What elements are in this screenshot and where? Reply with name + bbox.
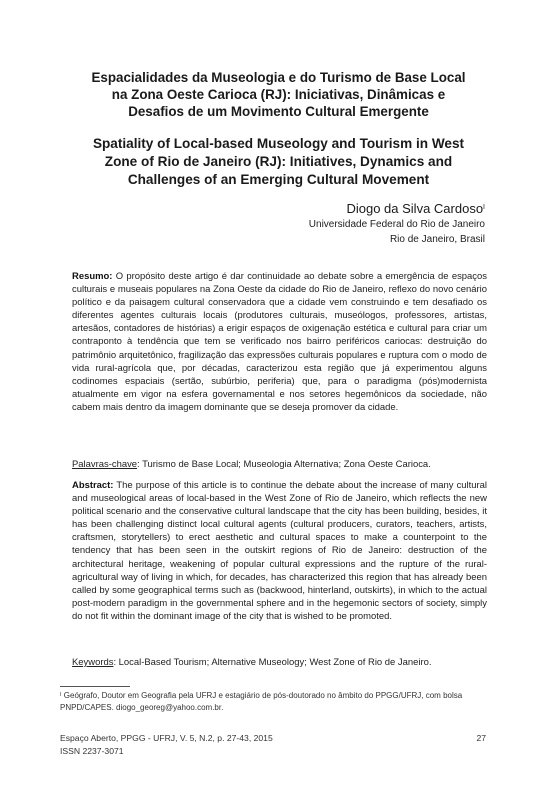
title-pt-line: na Zona Oeste Carioca (RJ): Iniciativas, Dinâmicas e [111, 87, 446, 102]
resumo-label: Resumo: [72, 271, 113, 282]
abstract-text: The purpose of this article is to continue the debate about the increase of many cultural and museological areas of local-based in the West Zone of Rio de Janeiro, which reflects the new political scenario and the conservative cultural landscape that the city has been building, besides, it has been challenging distinct local cultural agents (cultural producers, curators, teachers, artists, craftsmen, storytellers) to erect aesthetic and cultural spaces to make a counterpoint to the tendency that has been seen in the outskirt regions of Rio de Janeiro: destruction of the architectural heritage, weakening of popular cultural expressions and the rupture of the rural-agricultural way of living in which, for decades, has characterized this region that has already been called by some geographical terms such as (backwood, hinterland, outskirts), in which to the actual post-modern paradigm in the governmental sphere and in the hegemonic sectors of society, simply do not fit within the dominant image of the city that is wished to be promoted. [72, 480, 488, 622]
keywords-line [72, 656, 487, 669]
footnote-mark: I [60, 692, 62, 698]
author-location: Rio de Janeiro, Brasil [389, 234, 485, 245]
keywords-label: Keywords [72, 657, 114, 668]
resumo-paragraph [72, 270, 487, 414]
palavras-chave-label: Palavras-chave [72, 459, 138, 470]
author-footnote-mark: I [483, 204, 485, 211]
resumo-text: O propósito deste artigo é dar continuidade ao debate sobre a emergência de espaços culturais e museais populares na Zona Oeste da cidade do Rio de Janeiro, reflexo do novo cenário político e da paisagem cultural conservadora que a cidade vem construindo e tem desafiado os diferentes agentes culturais locais (produtores culturais, museólogos, professores, artistas, artesãos, contadores de histórias) a erigir espaços de oxigenação estética e cultural para criar um contraponto à tendência que tem se verificado nos bairro periféricos cariocas: destruição do patrimônio arquitetônico, fragilização das expressões culturais populares e ruptura com o modo de vida rural-agrícola que, por décadas, caracterizou esta região que já experimentou alguns codinomes espaciais (sertão, subúrbio, periferia) que, para o paradigma (pós)modernista atualmente em vigor na esfera governamental e nos setores hegemônicos da sociedade, não cabem mais dentro da imagem dominante que se deseja promover da cidade. [72, 271, 487, 413]
journal-info [60, 732, 273, 758]
footnote-text: Geógrafo, Doutor em Geografia pela UFRJ e estagiário de pós-doutorado no âmbito do PPGG/UFRJ, com bolsa PNPD/CAPES. diogo_georeg@yahoo.com.br. [60, 691, 463, 712]
keywords-text: : Local-Based Tourism; Alternative Museology; West Zone of Rio de Janeiro. [113, 657, 432, 668]
title-portuguese [62, 69, 495, 120]
title-en-line: Challenges of an Emerging Cultural Movement [127, 172, 430, 187]
palavras-chave-line [72, 458, 487, 471]
journal-issn: ISSN 2237-3071 [60, 746, 124, 756]
journal-citation: Espaço Aberto, PPGG - UFRJ, V. 5, N.2, p. 27-43, 2015 [60, 733, 273, 743]
abstract-label: Abstract: [72, 480, 114, 491]
author-name: Diogo da Silva Cardoso [346, 201, 484, 216]
palavras-chave-text: : Turismo de Base Local; Museologia Alternativa; Zona Oeste Carioca. [137, 459, 431, 470]
title-pt-line: Desafios de um Movimento Cultural Emergente [128, 104, 429, 119]
title-english [62, 135, 495, 189]
author-affiliation: Universidade Federal do Rio de Janeiro [308, 219, 485, 230]
title-en-line: Spatiality of Local-based Museology and Tourism in West [92, 136, 465, 151]
author-block [309, 200, 485, 247]
page-number: 27 [476, 733, 486, 743]
title-pt-line: Espacialidades da Museologia e do Turismo de Base Local [91, 70, 466, 85]
title-en-line: Zone of Rio de Janeiro (RJ): Initiatives, Dynamics and [104, 154, 453, 169]
footnote [60, 690, 490, 713]
footnote-divider [60, 686, 130, 687]
author-name-line [309, 200, 485, 217]
abstract-paragraph [72, 479, 487, 623]
